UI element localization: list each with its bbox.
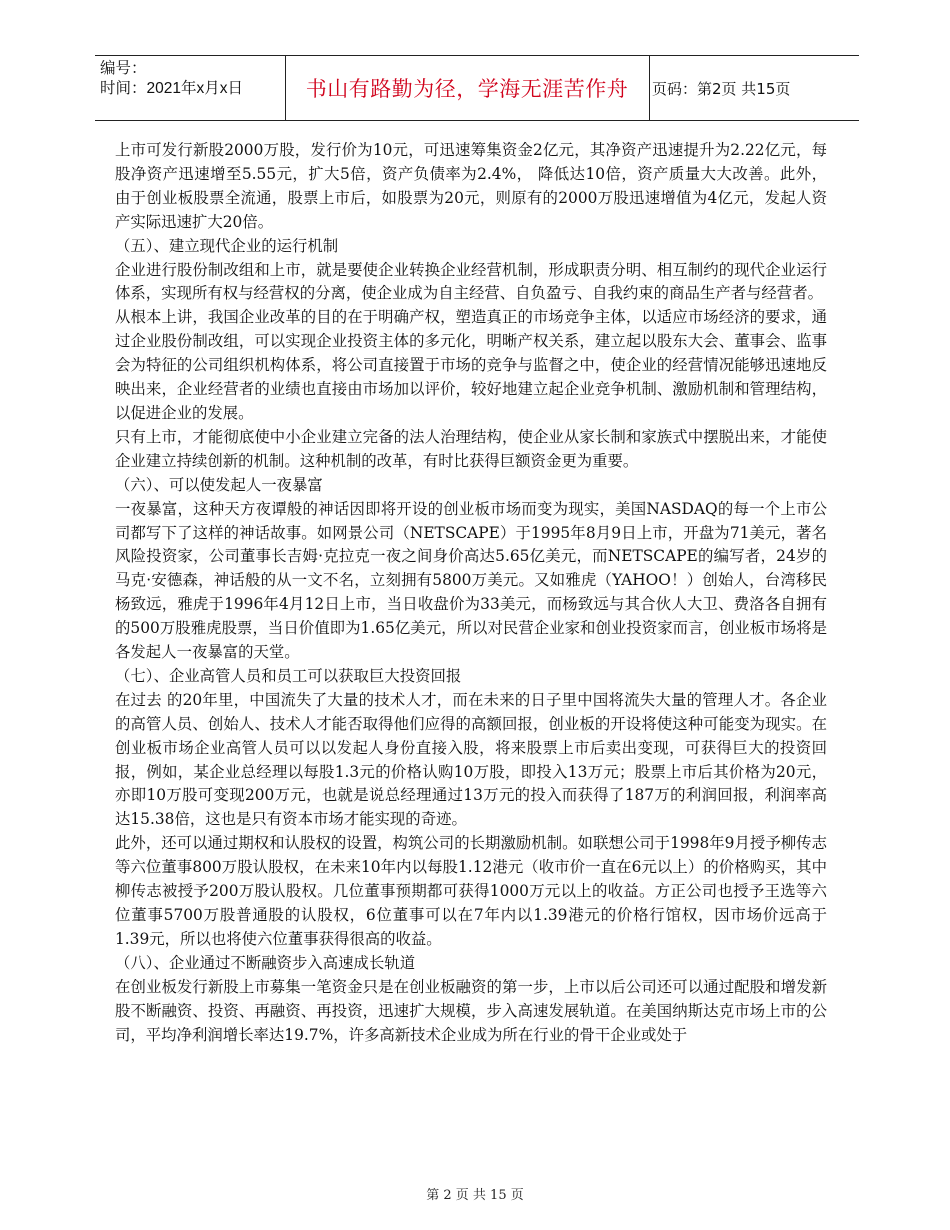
paragraph: 在过去 的20年里，中国流失了大量的技术人才，而在未来的日子里中国将流失大量的管理人才。各企业的高管人员、创始人、技术人才能否取得他们应得的高额回报，创业板的开设将使这种可能变为现实。在创业板市场企业高管人员可以以发起人身份直接入股，将来股票上市后卖出变现，可获得巨大的投资回报，例如，某企业总经理以每股1.3元的价格认购10万股，即投入13万元；股票上市后其价格为20元，亦即10万股可变现200万元，也就是说总经理通过13万元的投入而获得了187万的利润回报，利润率高达15.38倍，这也是只有资本市场才能实现的奇迹。 xyxy=(115,690,827,829)
page-footer: 第 2 页 共 15 页 xyxy=(426,1188,524,1203)
paragraph: 上市可发行新股2000万股，发行价为10元，可迅速筹集资金2亿元，其净资产迅速提升为2.22亿元，每股净资产迅速增至5.55元，扩大5倍，资产负债率为2.4%， 降低达10倍，资产质量大大改善。此外， 由于创业板股票全流通，股票上市后，如股票为20元，则原有的2000万股迅速增值为4亿元，发起人资产实际迅速扩大20倍。 xyxy=(115,141,827,231)
header-motto: 书山有路勤为径，学海无涯苦作舟 xyxy=(305,77,629,101)
page-header xyxy=(95,55,859,121)
section-heading: （六）、可以使发起人一夜暴富 xyxy=(115,475,323,494)
paragraph: 此外，还可以通过期权和认股权的设置，构筑公司的长期激励机制。如联想公司于1998年9月授予柳传志等六位董事800万股认股权，在未来10年内以每股1.12港元（收市价一直在6元以上）的价格购买，其中柳传志被授予200万股认股权。几位董事预期都可获得1000万元以上的收益。方正公司也授予王选等六位董事5700万股普通股的认股权，6位董事可以在7年内以1.39港元的价格行馆权，因市场价远高于1.39元，所以也将使六位董事获得很高的收益。 xyxy=(115,834,827,948)
paragraph: 一夜暴富，这种天方夜谭般的神话因即将开设的创业板市场而变为现实，美国NASDAQ的每一个上市公司都写下了这样的神话故事。如网景公司（NETSCAPE）于1995年8月9日上市，开盘为71美元，著名风险投资家，公司董事长吉姆·克拉克一夜之间身价高达5.65亿美元，而NETSCAPE的编写者，24岁的马克·安德森，神话般的从一文不名，立刻拥有5800万美元。又如雅虎（YAHOO！）创始人，台湾移民杨致远，雅虎于1996年4月12日上市，当日收盘价为33美元，而杨致远与其合伙人大卫、费洛各自拥有的500万股雅虎股票，当日价值即为1.65亿美元，所以对民营企业家和创业投资家而言，创业板市场将是各发起人一夜暴富的天堂。 xyxy=(115,499,827,662)
document-number-label: 编号： xyxy=(100,60,147,77)
paragraph: 在创业板发行新股上市募集一笔资金只是在创业板融资的第一步，上市以后公司还可以通过配股和增发新股不断融资、投资、再融资、再投资，迅速扩大规模，步入高速发展轨道。在美国纳斯达克市场上市的公司，平均净利润增长率达19.7%，许多高新技术企业成为所在行业的骨干企业或处于 xyxy=(115,977,827,1044)
header-page-info: 页码：第2页 共15页 xyxy=(652,79,791,98)
paragraph: 只有上市，才能彻底使中小企业建立完备的法人治理结构，使企业从家长制和家族式中摆脱出来，才能使企业建立持续创新的机制。这种机制的改革，有时比获得巨额资金更为重要。 xyxy=(115,427,827,470)
section-heading: （五）、建立现代企业的运行机制 xyxy=(115,236,339,255)
section-heading: （七）、企业高管人员和员工可以获取巨大投资回报 xyxy=(115,666,462,685)
document-body xyxy=(115,139,827,1047)
document-time-label: 时间：2021年x月x日 xyxy=(100,80,243,97)
section-heading: （八）、企业通过不断融资步入高速成长轨道 xyxy=(115,953,416,972)
paragraph: 企业进行股份制改组和上市，就是要使企业转换企业经营机制，形成职责分明、相互制约的现代企业运行体系，实现所有权与经营权的分离，使企业成为自主经营、自负盈亏、自我约束的商品生产者与经营者。 xyxy=(115,260,827,303)
header-divider-right xyxy=(649,56,650,120)
paragraph: 从根本上讲，我国企业改革的目的在于明确产权，塑造真正的市场竞争主体，以适应市场经济的要求，通过企业股份制改组，可以实现企业投资主体的多元化，明晰产权关系，建立起以股东大会、董事会、监事会为特征的公司组织机构体系，将公司直接置于市场的竞争与监督之中，使企业的经营情况能够迅速地反映出来，企业经营者的业绩也直接由市场加以评价，较好地建立起企业竞争机制、激励机制和管理结构，以促进企业的发展。 xyxy=(115,308,827,422)
header-divider-left xyxy=(285,56,286,120)
header-meta xyxy=(100,59,285,99)
